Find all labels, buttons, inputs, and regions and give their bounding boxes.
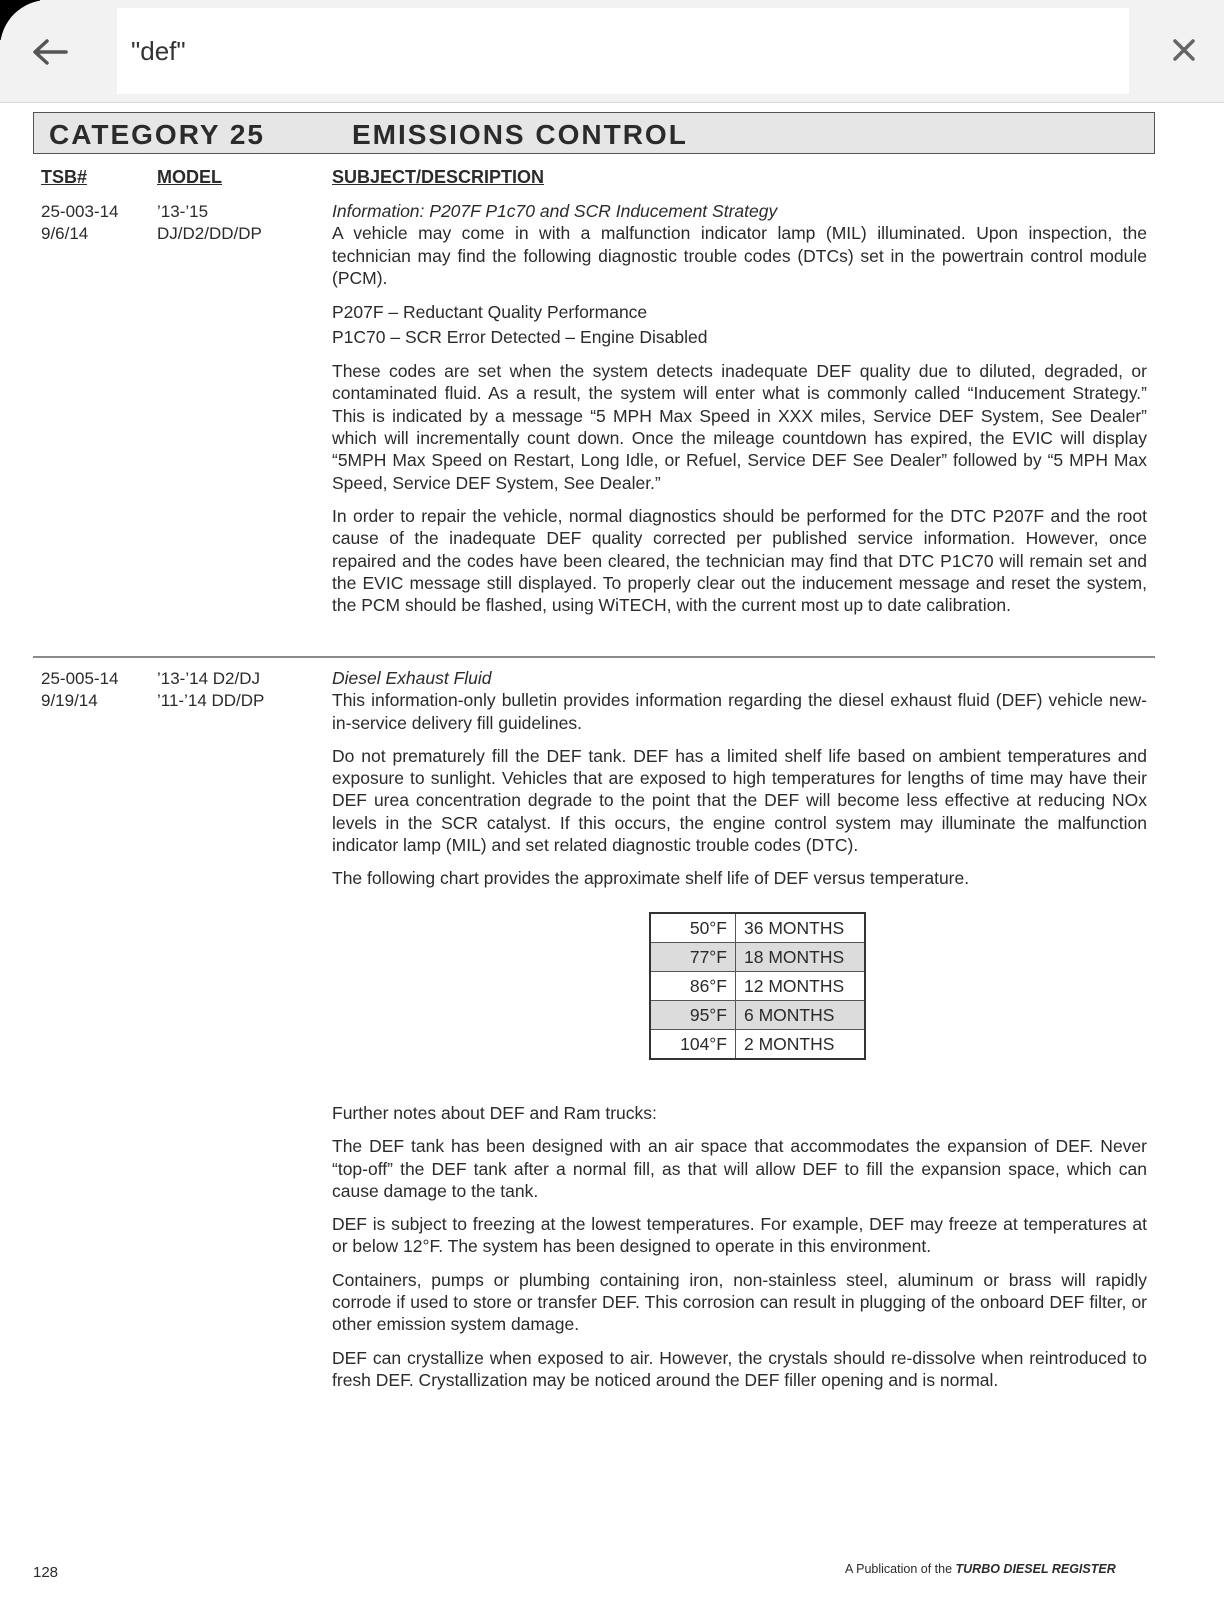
paragraph: This information-only bulletin provides information regarding the diesel exhaust fluid (DEF) vehicle new-in-service delivery fill guidelines.: [332, 690, 1147, 733]
paragraph: Do not prematurely fill the DEF tank. DEF has a limited shelf life based on ambient temperatures and exposure to sunlight. Vehicles that are exposed to high temperatures for lengths of time may have their DEF urea concentration degrade to the point that the DEF will become less effective at reducing NOx levels in the SCR catalyst. If this occurs, the engine control system may illuminate the malfunction indicator lamp (MIL) and set related diagnostic trouble codes (DTC).: [332, 745, 1147, 856]
temperature-cell: 104°F: [650, 1030, 736, 1060]
shelf-life-cell: 12 MONTHS: [736, 972, 866, 1001]
back-button[interactable]: [26, 28, 74, 76]
entry-tsb: [41, 201, 119, 245]
temperature-cell: 77°F: [650, 943, 736, 972]
table-row: [650, 913, 865, 943]
paragraph: DEF can crystallize when exposed to air. However, the crystals should re-dissolve when reintroduced to fresh DEF. Crystallization may be noticed around the DEF filler opening and is normal.: [332, 1347, 1147, 1390]
table-row: [650, 943, 865, 972]
notes-heading: Further notes about DEF and Ram trucks:: [332, 1103, 657, 1123]
model-line: ’13-’15: [157, 202, 209, 221]
temperature-cell: 95°F: [650, 1001, 736, 1030]
category-number: CATEGORY 25: [49, 119, 265, 150]
tsb-date: 9/6/14: [41, 224, 89, 243]
publication-prefix: A Publication of the: [845, 1562, 953, 1576]
paragraph: A vehicle may come in with a malfunction indicator lamp (MIL) illuminated. Upon inspection, the technician may find the following diagnostic trouble codes (DTCs) set in the powertrain control module (PCM).: [332, 223, 1147, 288]
entry-divider: [33, 656, 1155, 658]
temperature-cell: 50°F: [650, 913, 736, 943]
model-line: DJ/D2/DD/DP: [157, 224, 262, 243]
publication-credit: [845, 1562, 1116, 1576]
search-toolbar: [0, 0, 1224, 103]
model-line: ’13-’14 D2/DJ: [157, 669, 260, 688]
publication-name: TURBO DIESEL REGISTER: [955, 1562, 1116, 1576]
dtc-list: [332, 300, 1147, 349]
shelf-life-cell: 18 MONTHS: [736, 943, 866, 972]
table-row: [650, 1001, 865, 1030]
model-line: ’11-’14 DD/DP: [157, 691, 265, 710]
column-header-tsb: TSB#: [41, 167, 88, 187]
page-number: 128: [33, 1564, 59, 1581]
entry-subject: Diesel Exhaust Fluid: [332, 668, 492, 688]
shelf-life-cell: 6 MONTHS: [736, 1001, 866, 1030]
arrow-left-icon: [32, 38, 68, 66]
dtc-item: P1C70 – SCR Error Detected – Engine Disabled: [332, 326, 708, 347]
column-header-model: MODEL: [157, 167, 222, 187]
further-notes: [332, 1102, 1147, 1402]
category-header: [33, 112, 1155, 154]
shelf-life-cell: 36 MONTHS: [736, 913, 866, 943]
entry-model: [157, 201, 262, 245]
entry-description: [332, 667, 1147, 901]
category-title: EMISSIONS CONTROL: [352, 119, 688, 150]
tsb-date: 9/19/14: [41, 691, 98, 710]
search-query: "def": [131, 36, 186, 66]
close-icon: [1172, 38, 1196, 62]
table-row: [650, 1030, 865, 1060]
close-search-button[interactable]: [1164, 30, 1204, 70]
entry-description: [332, 200, 1147, 627]
shelf-life-table: [649, 912, 866, 1060]
column-header-subject: SUBJECT/DESCRIPTION: [332, 167, 545, 187]
paragraph: The following chart provides the approximate shelf life of DEF versus temperature.: [332, 868, 970, 889]
tsb-number: 25-003-14: [41, 202, 119, 221]
paragraph: In order to repair the vehicle, normal diagnostics should be performed for the DTC P207F and the root cause of the inadequate DEF quality corrected per published service information. However, once repaired and the codes have been cleared, the technician may find that DTC P1C70 will remain set and the EVIC message still displayed. To properly clear out the inducement message and reset the system, the PCM should be flashed, using WiTECH, with the current most up to date calibration.: [332, 505, 1147, 616]
shelf-life-cell: 2 MONTHS: [736, 1030, 866, 1060]
paragraph: Containers, pumps or plumbing containing iron, non-stainless steel, aluminum or brass will rapidly corrode if used to store or transfer DEF. This corrosion can result in plugging of the onboard DEF filter, or other emission system damage.: [332, 1269, 1147, 1335]
tsb-number: 25-005-14: [41, 669, 119, 688]
entry-subject: Information: P207F P1c70 and SCR Inducement Strategy: [332, 201, 778, 221]
entry-tsb: [41, 668, 119, 712]
temperature-cell: 86°F: [650, 972, 736, 1001]
search-input[interactable]: [117, 8, 1129, 94]
table-row: [650, 972, 865, 1001]
paragraph: DEF is subject to freezing at the lowest temperatures. For example, DEF may freeze at temperatures at or below 12°F. The system has been designed to operate in this environment.: [332, 1214, 1147, 1257]
document-page: [0, 102, 1224, 1600]
paragraph: These codes are set when the system detects inadequate DEF quality due to diluted, degraded, or contaminated fluid. As a result, the system will enter what is commonly called “Inducement Strategy.” This is indicated by a message “5 MPH Max Speed in XXX miles, Service DEF System, See Dealer” which will incrementally count down. Once the mileage countdown has expired, the EVIC will display “5MPH Max Speed on Restart, Long Idle, or Refuel, Service DEF See Dealer” followed by “5 MPH Max Speed, Service DEF System, See Dealer.”: [332, 361, 1147, 493]
dtc-item: P207F – Reductant Quality Performance: [332, 302, 648, 323]
paragraph: The DEF tank has been designed with an air space that accommodates the expansion of DEF. Never “top-off” the DEF tank after a normal fill, as that will allow DEF to fill the expansion space, which can cause damage to the tank.: [332, 1136, 1147, 1201]
entry-model: [157, 668, 264, 712]
